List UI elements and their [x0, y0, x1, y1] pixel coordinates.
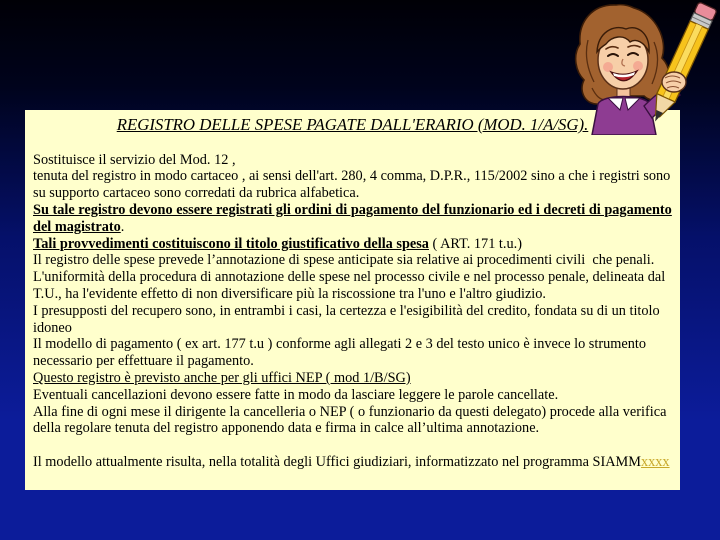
body-line-03: su supporto cartaceo sono corredati da rubrica alfabetica. [33, 185, 360, 202]
body-line-11: idoneo [33, 319, 72, 336]
hand-palm [662, 72, 686, 92]
body-line-10: I presupposti del recupero sono, in entrambi i casi, la certezza e l'esigibilità del credito, fondata su di un titolo [33, 302, 660, 319]
body-line-05-rest: . [120, 218, 125, 235]
body-line-01: Sostituisce il servizio del Mod. 12 , [33, 151, 236, 168]
body-line-02: tenuta del registro in modo cartaceo , ai sensi dell'art. 280, 4 comma, D.P.R., 115/2002 sino a che i registri sono [33, 168, 671, 185]
body-line-14-underlined: Questo registro è previsto anche per gli uffici NEP ( mod 1/B/SG) [33, 369, 411, 386]
body-line-13: necessario per effettuare il pagamento. [33, 353, 254, 370]
body-line-15: Eventuali cancellazioni devono essere fatte in modo da lasciare leggere le parole cancellate. [33, 386, 559, 403]
dress-shape [592, 97, 656, 136]
body-line-07: Il registro delle spese prevede l’annotazione di spese anticipate sia relative ai procedimenti civili che penali. [33, 252, 655, 269]
body-line-06 [33, 236, 672, 253]
body-line-05 [33, 219, 672, 236]
text-box [25, 110, 680, 490]
body-line-09: T.U., ha l'evidente effetto di non diversificare più la riscossione tra l'uno e l'altro giudizio. [33, 285, 546, 302]
body-line-12: Il modello di pagamento ( ex art. 177 t.u ) conforme agli allegati 2 e 3 del testo unico è invece lo strumento [33, 336, 646, 353]
body-line-16: Alla fine di ogni mese il dirigente la cancelleria o NEP ( o funzionario da questi delegato) procede alla verifica [33, 403, 667, 420]
body-line-19-text: Il modello attualmente risulta, nella totalità degli Uffici giudiziari, informatizzato nel programma SIAMM [33, 453, 641, 470]
body-line-06-rest: ( ART. 171 t.u.) [428, 235, 522, 252]
body-line-05-emphasis: del magistrato [33, 218, 121, 235]
body-line-19 [33, 454, 672, 471]
body-line-17: della regolare tenuta del registro apponendo data e firma in calce all’ultima annotazione. [33, 420, 540, 437]
body-line-04: Su tale registro devono essere registrati gli ordini di pagamento del funzionario ed i decreti di pagamento [33, 201, 672, 218]
cheek-right [633, 61, 643, 71]
body-text [33, 152, 672, 471]
woman-with-pencil-clipart [568, 0, 720, 135]
hand-shape [662, 72, 686, 92]
body-line-08: L'uniformità della procedura di annotazione delle spese nel processo civile e nel processo penale, delineata dal [33, 269, 666, 286]
siamm-link[interactable]: xxxx [640, 453, 670, 470]
cheek-left [603, 62, 613, 72]
body-line-06-emphasis: Tali provvedimenti costituiscono il titolo giustificativo della spesa [33, 235, 429, 252]
body-line-14 [33, 370, 672, 387]
slide-title: REGISTRO DELLE SPESE PAGATE DALL'ERARIO (MOD. 1/A/SG). [116, 115, 589, 134]
blank-line [33, 437, 672, 454]
